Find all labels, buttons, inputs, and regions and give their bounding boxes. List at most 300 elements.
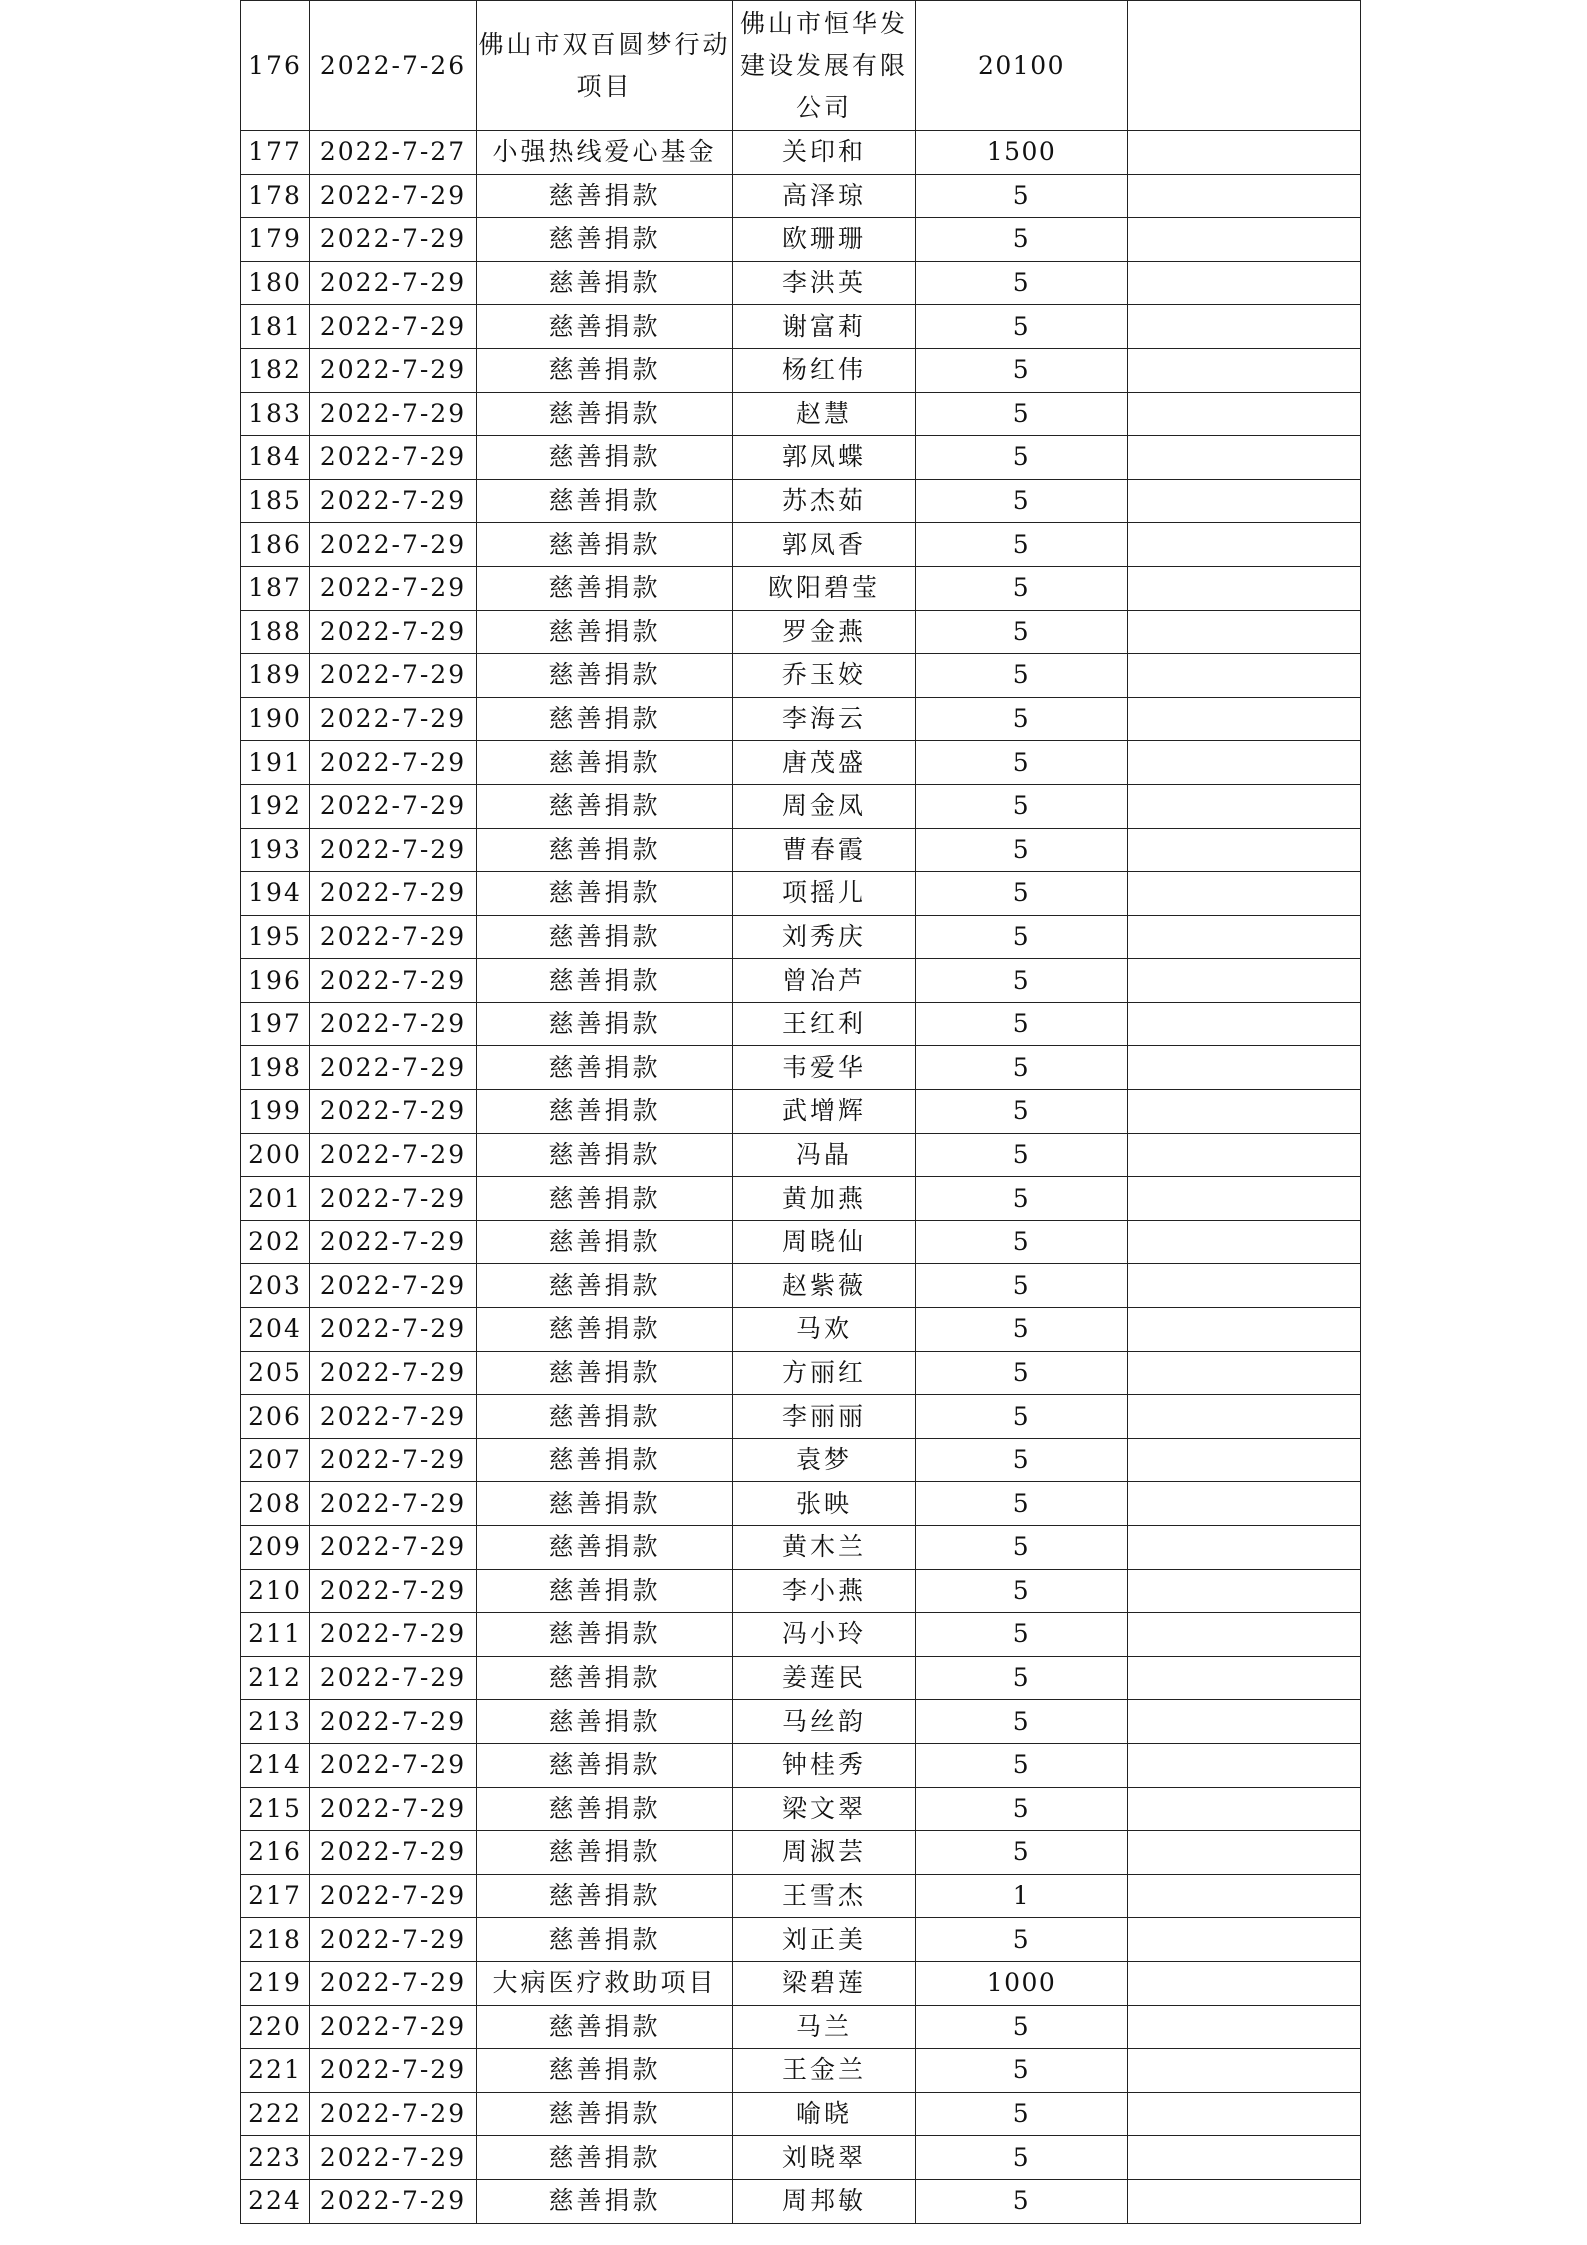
donor-name: 钟桂秀 [733, 1743, 916, 1787]
donor-name: 王雪杰 [733, 1874, 916, 1918]
donation-date: 2022-7-29 [310, 1177, 477, 1221]
project-name: 慈善捐款 [477, 218, 733, 262]
donation-amount: 5 [916, 1351, 1128, 1395]
table-row [241, 959, 1361, 1003]
remark [1128, 348, 1361, 392]
donation-amount: 5 [916, 1220, 1128, 1264]
project-name: 慈善捐款 [477, 1002, 733, 1046]
project-name: 慈善捐款 [477, 1613, 733, 1657]
project-name: 慈善捐款 [477, 174, 733, 218]
project-name: 慈善捐款 [477, 1438, 733, 1482]
project-name: 慈善捐款 [477, 1656, 733, 1700]
project-name: 慈善捐款 [477, 479, 733, 523]
project-name: 慈善捐款 [477, 828, 733, 872]
project-name: 慈善捐款 [477, 1133, 733, 1177]
donation-date: 2022-7-29 [310, 654, 477, 698]
row-number: 190 [241, 697, 310, 741]
donation-amount: 5 [916, 959, 1128, 1003]
row-number: 186 [241, 523, 310, 567]
table-row [241, 1351, 1361, 1395]
donor-name: 关印和 [733, 131, 916, 175]
table-row [241, 1874, 1361, 1918]
remark [1128, 2049, 1361, 2093]
row-number: 183 [241, 392, 310, 436]
row-number: 203 [241, 1264, 310, 1308]
remark [1128, 1133, 1361, 1177]
donation-date: 2022-7-29 [310, 2179, 477, 2223]
donor-name: 罗金燕 [733, 610, 916, 654]
project-name: 慈善捐款 [477, 1264, 733, 1308]
donation-amount: 5 [916, 1482, 1128, 1526]
donor-name: 梁碧莲 [733, 1961, 916, 2005]
project-name: 慈善捐款 [477, 436, 733, 480]
row-number: 221 [241, 2049, 310, 2093]
donation-amount: 5 [916, 828, 1128, 872]
row-number: 209 [241, 1526, 310, 1570]
table-row [241, 305, 1361, 349]
donation-amount: 5 [916, 2005, 1128, 2049]
row-number: 193 [241, 828, 310, 872]
project-name: 慈善捐款 [477, 2092, 733, 2136]
row-number: 222 [241, 2092, 310, 2136]
table-row [241, 523, 1361, 567]
donation-amount: 5 [916, 523, 1128, 567]
donation-amount: 5 [916, 1787, 1128, 1831]
donor-name: 刘秀庆 [733, 915, 916, 959]
table-row [241, 131, 1361, 175]
donation-date: 2022-7-29 [310, 2005, 477, 2049]
row-number: 220 [241, 2005, 310, 2049]
row-number: 206 [241, 1395, 310, 1439]
donor-name: 苏杰茹 [733, 479, 916, 523]
donor-name: 梁文翠 [733, 1787, 916, 1831]
remark [1128, 610, 1361, 654]
donation-date: 2022-7-29 [310, 523, 477, 567]
remark [1128, 392, 1361, 436]
table-body [241, 1, 1361, 2224]
table-row [241, 2005, 1361, 2049]
donation-date: 2022-7-29 [310, 1220, 477, 1264]
project-name: 慈善捐款 [477, 1395, 733, 1439]
project-name: 慈善捐款 [477, 654, 733, 698]
table-row [241, 1831, 1361, 1875]
project-name: 慈善捐款 [477, 1526, 733, 1570]
donation-amount: 5 [916, 566, 1128, 610]
row-number: 178 [241, 174, 310, 218]
donation-amount: 1000 [916, 1961, 1128, 2005]
donor-name: 李洪英 [733, 261, 916, 305]
donation-amount: 5 [916, 1831, 1128, 1875]
remark [1128, 697, 1361, 741]
project-name: 慈善捐款 [477, 1308, 733, 1352]
row-number: 211 [241, 1613, 310, 1657]
donation-date: 2022-7-29 [310, 1526, 477, 1570]
table-row [241, 1787, 1361, 1831]
donation-amount: 5 [916, 261, 1128, 305]
donation-date: 2022-7-29 [310, 784, 477, 828]
donation-amount: 5 [916, 2136, 1128, 2180]
remark [1128, 915, 1361, 959]
donation-date: 2022-7-29 [310, 566, 477, 610]
donation-date: 2022-7-29 [310, 1613, 477, 1657]
donation-amount: 1 [916, 1874, 1128, 1918]
donor-name: 项摇儿 [733, 872, 916, 916]
table-row [241, 1918, 1361, 1962]
row-number: 192 [241, 784, 310, 828]
donor-name: 谢富莉 [733, 305, 916, 349]
donation-amount: 5 [916, 697, 1128, 741]
donation-date: 2022-7-29 [310, 261, 477, 305]
project-name: 慈善捐款 [477, 2179, 733, 2223]
donor-name: 欧阳碧莹 [733, 566, 916, 610]
donation-date: 2022-7-26 [310, 1, 477, 131]
donation-amount: 5 [916, 2049, 1128, 2093]
remark [1128, 1, 1361, 131]
donation-date: 2022-7-29 [310, 1569, 477, 1613]
table-row [241, 1, 1361, 131]
project-name: 慈善捐款 [477, 348, 733, 392]
remark [1128, 1874, 1361, 1918]
table-row [241, 2179, 1361, 2223]
donation-date: 2022-7-29 [310, 1438, 477, 1482]
row-number: 189 [241, 654, 310, 698]
donor-name: 周金凤 [733, 784, 916, 828]
donation-amount: 5 [916, 1918, 1128, 1962]
project-name: 慈善捐款 [477, 1351, 733, 1395]
project-name: 慈善捐款 [477, 741, 733, 785]
donation-amount: 5 [916, 1264, 1128, 1308]
donation-amount: 20100 [916, 1, 1128, 131]
remark [1128, 523, 1361, 567]
donor-name: 姜莲民 [733, 1656, 916, 1700]
donor-name: 欧珊珊 [733, 218, 916, 262]
donation-date: 2022-7-29 [310, 1787, 477, 1831]
donor-name: 马欢 [733, 1308, 916, 1352]
remark [1128, 1743, 1361, 1787]
row-number: 215 [241, 1787, 310, 1831]
donor-name: 周晓仙 [733, 1220, 916, 1264]
table-row [241, 1090, 1361, 1134]
table-row [241, 1613, 1361, 1657]
remark [1128, 1787, 1361, 1831]
remark [1128, 131, 1361, 175]
remark [1128, 654, 1361, 698]
table-row [241, 261, 1361, 305]
remark [1128, 1526, 1361, 1570]
remark [1128, 959, 1361, 1003]
donor-name: 马丝韵 [733, 1700, 916, 1744]
donor-name: 王金兰 [733, 2049, 916, 2093]
row-number: 176 [241, 1, 310, 131]
table-row [241, 828, 1361, 872]
row-number: 197 [241, 1002, 310, 1046]
donor-name: 冯小玲 [733, 1613, 916, 1657]
project-name: 慈善捐款 [477, 2049, 733, 2093]
project-name: 慈善捐款 [477, 872, 733, 916]
project-name: 佛山市双百圆梦行动项目 [477, 1, 733, 131]
table-row [241, 1961, 1361, 2005]
table-row [241, 1743, 1361, 1787]
remark [1128, 479, 1361, 523]
donor-name: 乔玉姣 [733, 654, 916, 698]
donation-date: 2022-7-29 [310, 436, 477, 480]
donation-amount: 5 [916, 1700, 1128, 1744]
donation-amount: 5 [916, 174, 1128, 218]
row-number: 179 [241, 218, 310, 262]
table-row [241, 1308, 1361, 1352]
donor-name: 刘正美 [733, 1918, 916, 1962]
donor-name: 李海云 [733, 697, 916, 741]
project-name: 大病医疗救助项目 [477, 1961, 733, 2005]
row-number: 214 [241, 1743, 310, 1787]
project-name: 慈善捐款 [477, 697, 733, 741]
row-number: 187 [241, 566, 310, 610]
donor-name: 李小燕 [733, 1569, 916, 1613]
donation-amount: 5 [916, 2179, 1128, 2223]
table-row [241, 741, 1361, 785]
table-row [241, 1046, 1361, 1090]
donation-date: 2022-7-29 [310, 1308, 477, 1352]
table-row [241, 915, 1361, 959]
donor-name: 赵慧 [733, 392, 916, 436]
donation-amount: 5 [916, 1438, 1128, 1482]
donor-name: 张映 [733, 1482, 916, 1526]
row-number: 181 [241, 305, 310, 349]
donation-amount: 5 [916, 348, 1128, 392]
donation-date: 2022-7-29 [310, 1831, 477, 1875]
table-row [241, 1700, 1361, 1744]
remark [1128, 305, 1361, 349]
table-row [241, 174, 1361, 218]
project-name: 慈善捐款 [477, 1177, 733, 1221]
project-name: 慈善捐款 [477, 1874, 733, 1918]
row-number: 204 [241, 1308, 310, 1352]
remark [1128, 1351, 1361, 1395]
project-name: 慈善捐款 [477, 1918, 733, 1962]
donation-amount: 5 [916, 1656, 1128, 1700]
remark [1128, 1177, 1361, 1221]
donation-date: 2022-7-29 [310, 218, 477, 262]
project-name: 慈善捐款 [477, 1090, 733, 1134]
row-number: 212 [241, 1656, 310, 1700]
remark [1128, 784, 1361, 828]
donation-amount: 5 [916, 1743, 1128, 1787]
donation-amount: 5 [916, 436, 1128, 480]
remark [1128, 1569, 1361, 1613]
table-row [241, 1656, 1361, 1700]
remark [1128, 828, 1361, 872]
donation-date: 2022-7-27 [310, 131, 477, 175]
row-number: 194 [241, 872, 310, 916]
donation-date: 2022-7-29 [310, 1874, 477, 1918]
donation-date: 2022-7-29 [310, 1743, 477, 1787]
project-name: 慈善捐款 [477, 392, 733, 436]
donor-name: 袁梦 [733, 1438, 916, 1482]
donation-amount: 5 [916, 1395, 1128, 1439]
remark [1128, 1438, 1361, 1482]
project-name: 慈善捐款 [477, 1046, 733, 1090]
donation-date: 2022-7-29 [310, 1918, 477, 1962]
table-row [241, 654, 1361, 698]
row-number: 198 [241, 1046, 310, 1090]
remark [1128, 1002, 1361, 1046]
donor-name: 武增辉 [733, 1090, 916, 1134]
remark [1128, 174, 1361, 218]
table-row [241, 784, 1361, 828]
donation-amount: 5 [916, 784, 1128, 828]
remark [1128, 218, 1361, 262]
row-number: 201 [241, 1177, 310, 1221]
donation-date: 2022-7-29 [310, 305, 477, 349]
table-row [241, 1438, 1361, 1482]
remark [1128, 1264, 1361, 1308]
table-row [241, 1264, 1361, 1308]
remark [1128, 2005, 1361, 2049]
table-row [241, 1133, 1361, 1177]
donation-amount: 5 [916, 1090, 1128, 1134]
project-name: 慈善捐款 [477, 2136, 733, 2180]
table-row [241, 436, 1361, 480]
donation-amount: 5 [916, 479, 1128, 523]
remark [1128, 741, 1361, 785]
donor-name: 郭凤蝶 [733, 436, 916, 480]
donation-amount: 5 [916, 2092, 1128, 2136]
project-name: 慈善捐款 [477, 610, 733, 654]
table-row [241, 2049, 1361, 2093]
row-number: 202 [241, 1220, 310, 1264]
donation-amount: 5 [916, 1133, 1128, 1177]
donor-name: 喻晓 [733, 2092, 916, 2136]
donor-name: 曾冶芦 [733, 959, 916, 1003]
donation-date: 2022-7-29 [310, 741, 477, 785]
donation-date: 2022-7-29 [310, 348, 477, 392]
donor-name: 方丽红 [733, 1351, 916, 1395]
remark [1128, 1090, 1361, 1134]
remark [1128, 1395, 1361, 1439]
donation-date: 2022-7-29 [310, 959, 477, 1003]
donation-date: 2022-7-29 [310, 697, 477, 741]
donation-amount: 5 [916, 741, 1128, 785]
remark [1128, 566, 1361, 610]
remark [1128, 1308, 1361, 1352]
donation-date: 2022-7-29 [310, 1395, 477, 1439]
row-number: 196 [241, 959, 310, 1003]
donor-name: 冯晶 [733, 1133, 916, 1177]
donation-amount: 5 [916, 872, 1128, 916]
table-row [241, 348, 1361, 392]
project-name: 慈善捐款 [477, 305, 733, 349]
project-name: 慈善捐款 [477, 2005, 733, 2049]
donation-date: 2022-7-29 [310, 828, 477, 872]
remark [1128, 1613, 1361, 1657]
table-row [241, 610, 1361, 654]
table-row [241, 2092, 1361, 2136]
row-number: 218 [241, 1918, 310, 1962]
row-number: 213 [241, 1700, 310, 1744]
project-name: 慈善捐款 [477, 523, 733, 567]
donation-date: 2022-7-29 [310, 872, 477, 916]
donation-date: 2022-7-29 [310, 1351, 477, 1395]
donation-date: 2022-7-29 [310, 1961, 477, 2005]
donation-amount: 5 [916, 1569, 1128, 1613]
row-number: 182 [241, 348, 310, 392]
project-name: 慈善捐款 [477, 1482, 733, 1526]
remark [1128, 1656, 1361, 1700]
donation-date: 2022-7-29 [310, 1002, 477, 1046]
row-number: 216 [241, 1831, 310, 1875]
donation-amount: 5 [916, 1526, 1128, 1570]
project-name: 慈善捐款 [477, 784, 733, 828]
row-number: 185 [241, 479, 310, 523]
table-row [241, 1395, 1361, 1439]
remark [1128, 436, 1361, 480]
table-row [241, 1526, 1361, 1570]
remark [1128, 261, 1361, 305]
donor-name: 赵紫薇 [733, 1264, 916, 1308]
table-row [241, 1177, 1361, 1221]
donor-name: 王红利 [733, 1002, 916, 1046]
row-number: 188 [241, 610, 310, 654]
row-number: 217 [241, 1874, 310, 1918]
project-name: 小强热线爱心基金 [477, 131, 733, 175]
donation-date: 2022-7-29 [310, 610, 477, 654]
row-number: 191 [241, 741, 310, 785]
row-number: 223 [241, 2136, 310, 2180]
donor-name: 马兰 [733, 2005, 916, 2049]
row-number: 224 [241, 2179, 310, 2223]
donation-amount: 1500 [916, 131, 1128, 175]
donor-name: 周邦敏 [733, 2179, 916, 2223]
remark [1128, 1700, 1361, 1744]
donor-name: 韦爱华 [733, 1046, 916, 1090]
donation-date: 2022-7-29 [310, 1700, 477, 1744]
row-number: 195 [241, 915, 310, 959]
remark [1128, 2179, 1361, 2223]
table-row [241, 697, 1361, 741]
donor-name: 佛山市恒华发建设发展有限公司 [733, 1, 916, 131]
remark [1128, 1961, 1361, 2005]
table-row [241, 479, 1361, 523]
table-row [241, 1569, 1361, 1613]
remark [1128, 1046, 1361, 1090]
donation-date: 2022-7-29 [310, 2092, 477, 2136]
table-row [241, 218, 1361, 262]
row-number: 205 [241, 1351, 310, 1395]
project-name: 慈善捐款 [477, 1831, 733, 1875]
donor-name: 李丽丽 [733, 1395, 916, 1439]
row-number: 184 [241, 436, 310, 480]
remark [1128, 1918, 1361, 1962]
donation-table [240, 0, 1361, 2224]
donation-date: 2022-7-29 [310, 1482, 477, 1526]
table-row [241, 1220, 1361, 1264]
row-number: 207 [241, 1438, 310, 1482]
donation-date: 2022-7-29 [310, 2049, 477, 2093]
project-name: 慈善捐款 [477, 566, 733, 610]
donation-amount: 5 [916, 1002, 1128, 1046]
table-row [241, 1002, 1361, 1046]
donor-name: 刘晓翠 [733, 2136, 916, 2180]
donor-name: 周淑芸 [733, 1831, 916, 1875]
donation-amount: 5 [916, 1177, 1128, 1221]
project-name: 慈善捐款 [477, 261, 733, 305]
donation-amount: 5 [916, 1613, 1128, 1657]
donation-amount: 5 [916, 654, 1128, 698]
donation-amount: 5 [916, 1046, 1128, 1090]
donor-name: 高泽琼 [733, 174, 916, 218]
row-number: 210 [241, 1569, 310, 1613]
row-number: 200 [241, 1133, 310, 1177]
